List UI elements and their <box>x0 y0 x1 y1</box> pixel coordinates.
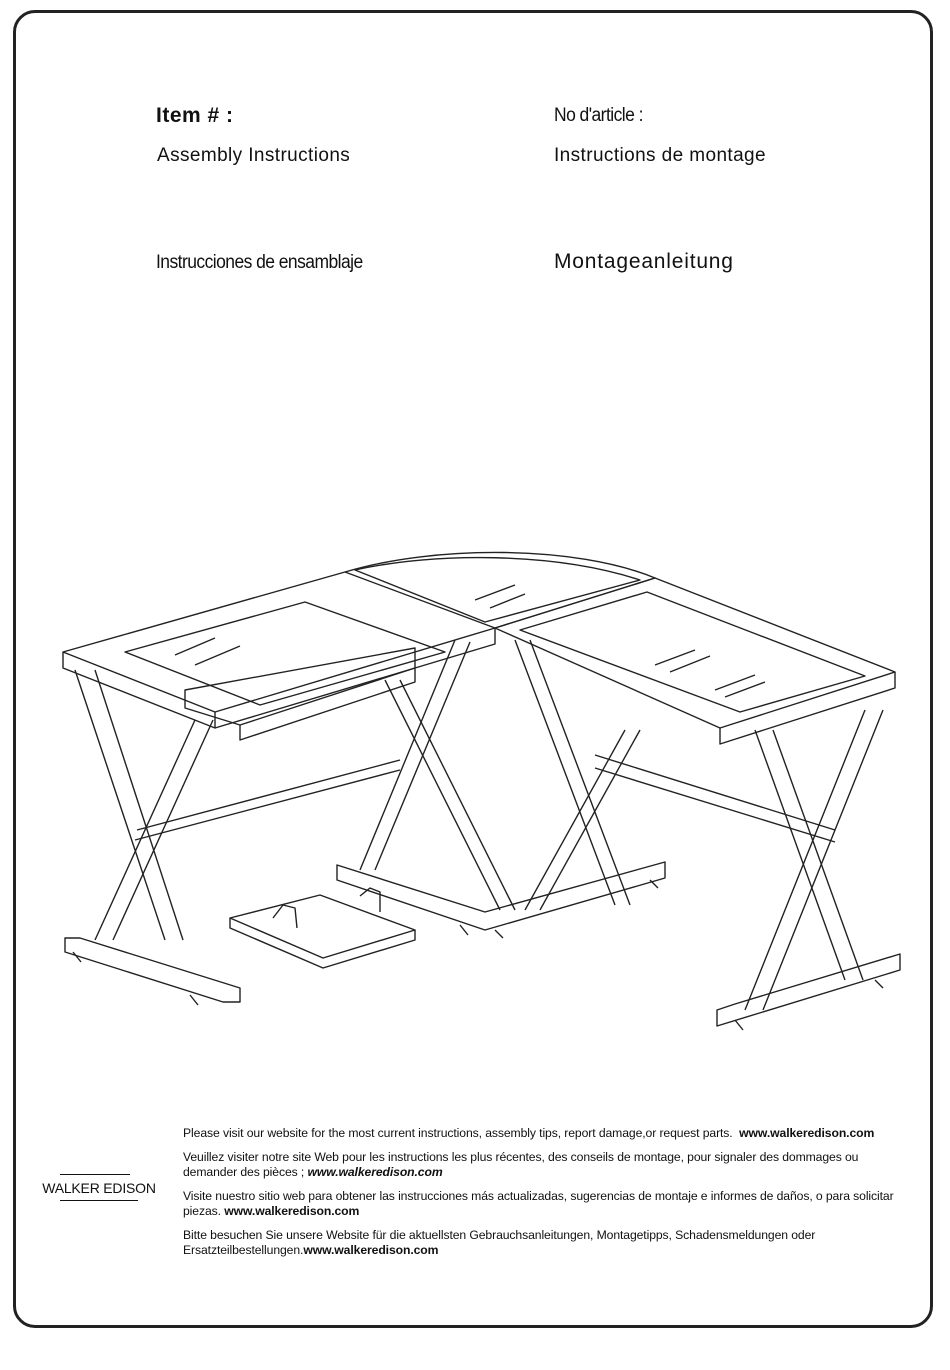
logo-bottom-rule <box>60 1200 138 1201</box>
note-de-text: Bitte besuchen Sie unsere Website für die aktuellsten Gebrauchsanleitungen, Montagetipps, Schadensmeldungen oder Ersatzteilbestellungen. <box>183 1228 816 1257</box>
desk-illustration <box>55 540 915 1050</box>
assembly-instructions-en: Assembly Instructions <box>157 145 351 166</box>
note-en-text: Please visit our website for the most current instructions, assembly tips, report damage,or request parts. <box>183 1126 733 1140</box>
assembly-instructions-de: Montageanleitung <box>554 250 734 273</box>
note-en-url[interactable]: www.walkeredison.com <box>739 1126 875 1140</box>
note-es-url[interactable]: www.walkeredison.com <box>224 1204 360 1218</box>
walker-edison-logo <box>40 1172 158 1202</box>
note-de-url[interactable]: www.walkeredison.com <box>303 1243 439 1257</box>
website-notes <box>183 1126 913 1267</box>
assembly-instructions-fr: Instructions de montage <box>554 145 766 166</box>
logo-text: WALKER EDISON <box>42 1180 156 1196</box>
note-es-text: Visite nuestro sitio web para obtener las instrucciones más actualizadas, sugerencias de montaje e informes de daños, o para solicitar piezas. <box>183 1189 894 1218</box>
note-de <box>183 1228 913 1258</box>
item-number-label: Item # : <box>156 104 234 127</box>
note-fr-url[interactable]: www.walkeredison.com <box>307 1165 443 1179</box>
item-number-label-fr: No d'article : <box>554 105 643 126</box>
note-fr-text: Veuillez visiter notre site Web pour les instructions les plus récentes, des conseils de montage, pour signaler des dommages ou demander des pièces ; <box>183 1150 859 1179</box>
assembly-instructions-es: Instrucciones de ensamblaje <box>156 252 363 273</box>
note-fr <box>183 1150 913 1180</box>
note-es <box>183 1189 913 1219</box>
note-en <box>183 1126 913 1141</box>
logo-top-rule <box>60 1174 130 1175</box>
